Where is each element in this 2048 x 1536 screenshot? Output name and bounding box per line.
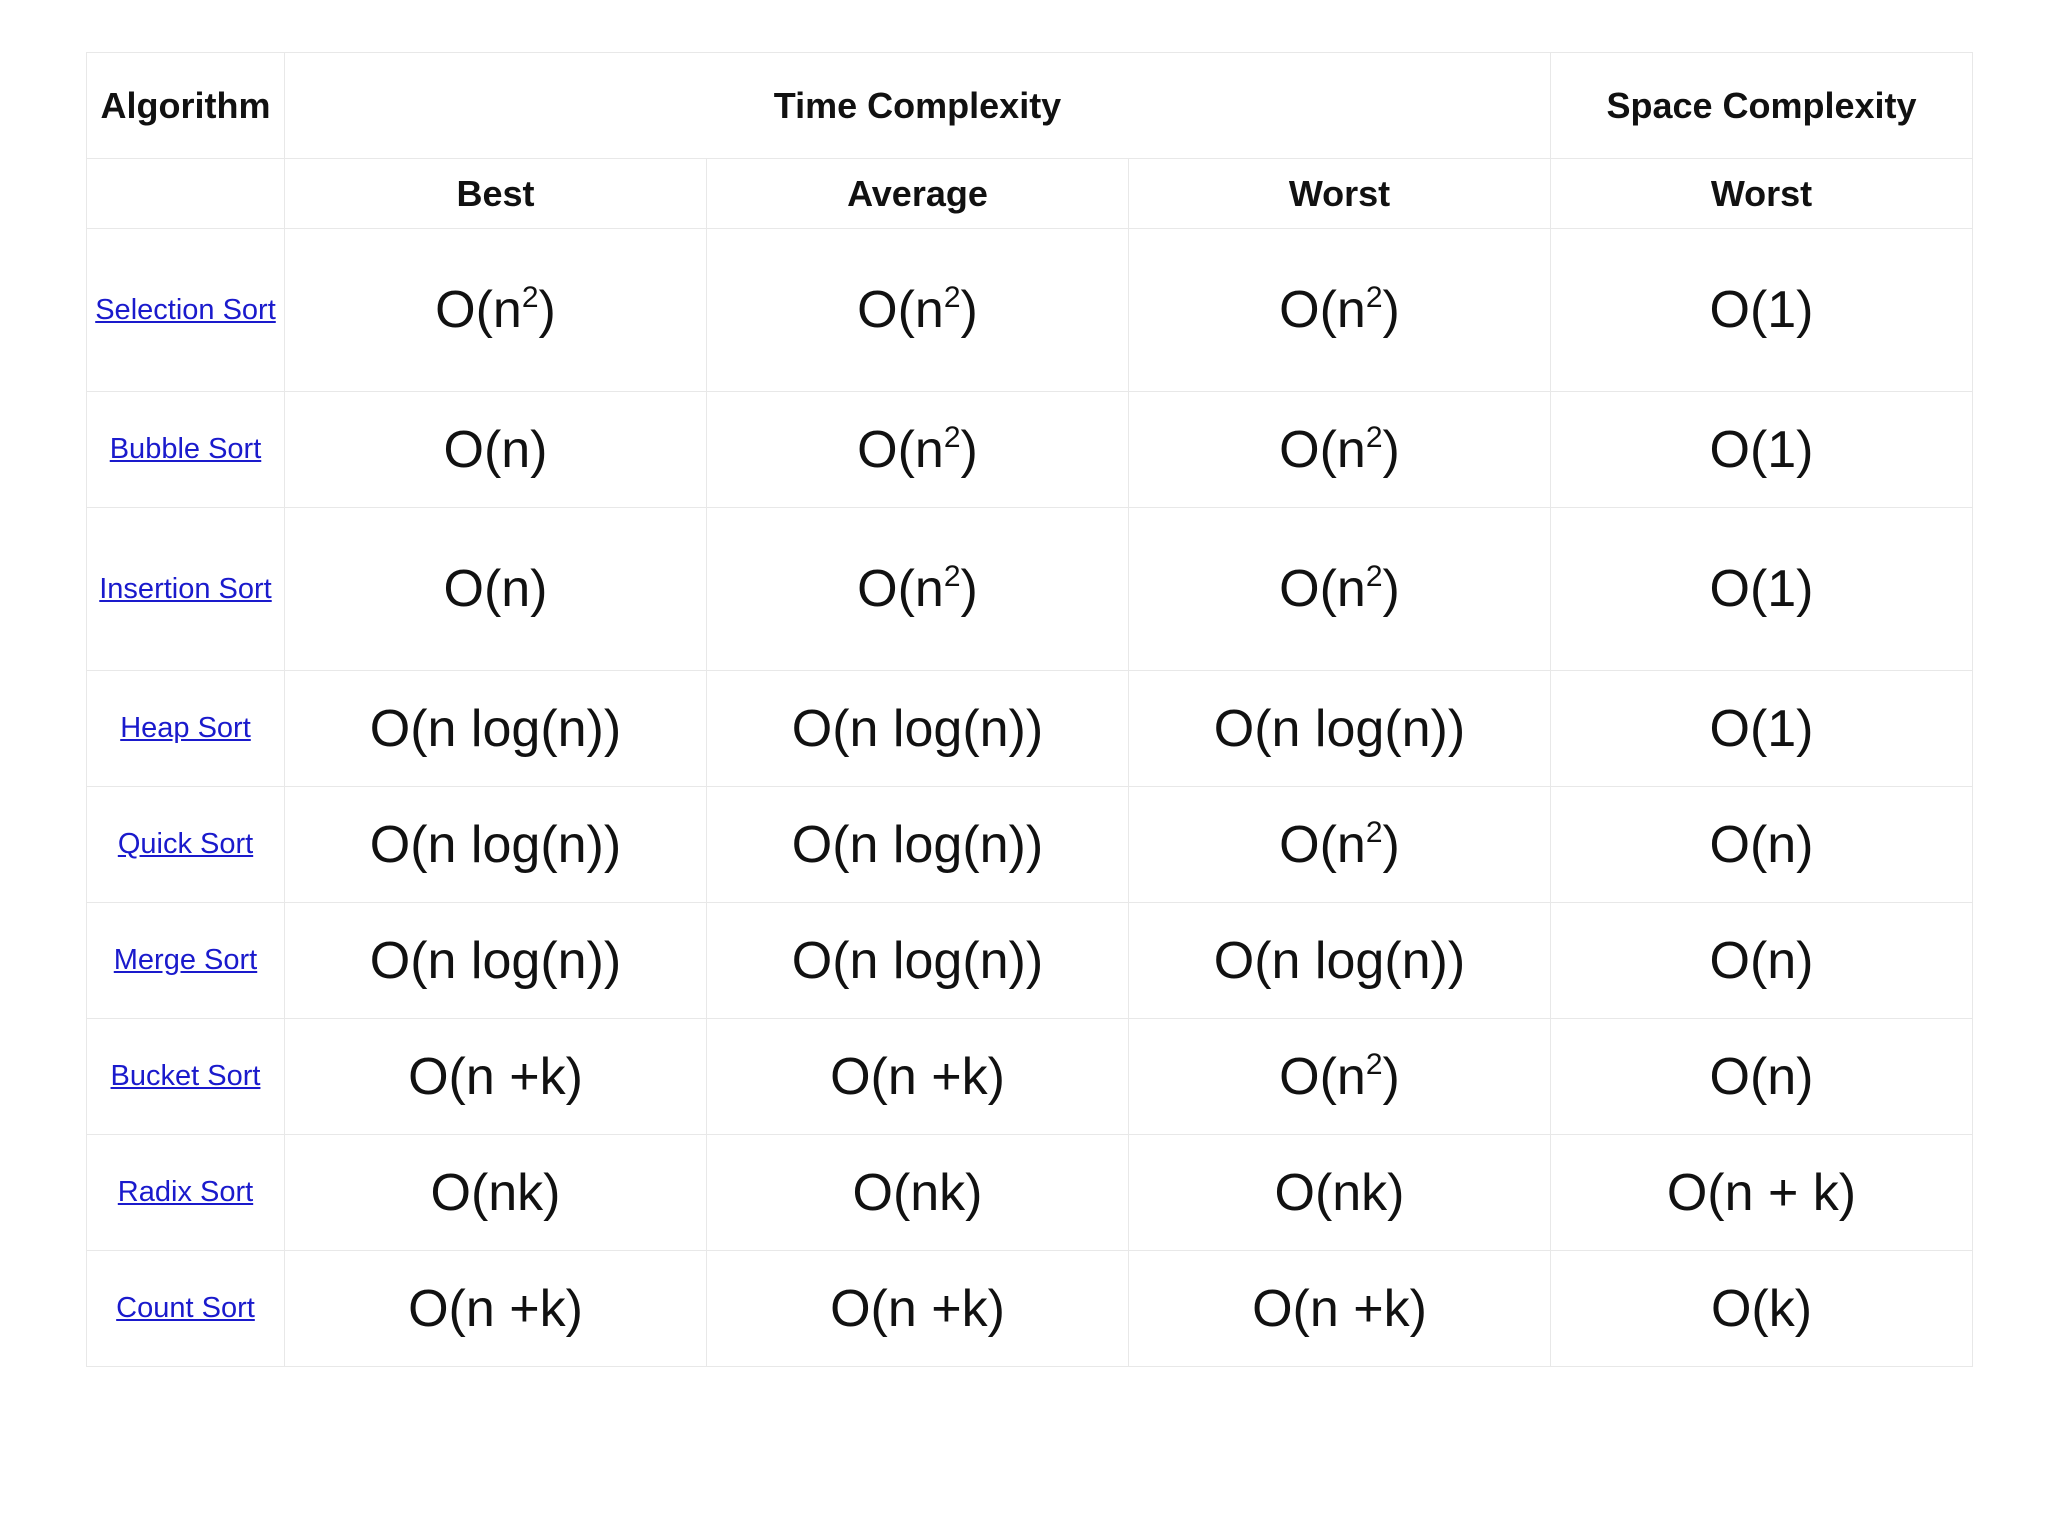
- best-case-cell: O(n log(n)): [285, 903, 707, 1019]
- algorithm-cell: [87, 1135, 285, 1251]
- header-row-main: [87, 53, 1973, 159]
- best-case-cell: O(nk): [285, 1135, 707, 1251]
- space-worst-cell: O(k): [1551, 1251, 1973, 1367]
- algorithm-cell: [87, 1251, 285, 1367]
- algorithm-link[interactable]: Heap Sort: [120, 712, 251, 744]
- header-sub-space-worst: Worst: [1551, 159, 1973, 229]
- algorithm-link[interactable]: Bubble Sort: [109, 433, 262, 465]
- algorithm-cell: [87, 787, 285, 903]
- algorithm-cell: [87, 508, 285, 671]
- space-worst-cell: O(1): [1551, 508, 1973, 671]
- header-sub-best: Best: [285, 159, 707, 229]
- space-worst-cell: O(n): [1551, 903, 1973, 1019]
- header-sub-empty: [87, 159, 285, 229]
- best-case-cell: $O(n^2)$: [285, 229, 707, 392]
- worst-case-cell: O(n log(n)): [1129, 903, 1551, 1019]
- worst-case-cell: $O(n^2)$: [1129, 229, 1551, 392]
- table-row: [87, 392, 1973, 508]
- space-worst-cell: O(n): [1551, 787, 1973, 903]
- best-case-cell: O(n): [285, 508, 707, 671]
- average-case-cell: $O(n^2)$: [707, 229, 1129, 392]
- space-worst-cell: O(1): [1551, 229, 1973, 392]
- average-case-cell: O(n log(n)): [707, 787, 1129, 903]
- average-case-cell: O(nk): [707, 1135, 1129, 1251]
- worst-case-cell: $O(n^2)$: [1129, 787, 1551, 903]
- table-row: [87, 787, 1973, 903]
- algorithm-link[interactable]: Radix Sort: [117, 1176, 254, 1208]
- sorting-complexity-table: [86, 52, 1973, 1367]
- algorithm-cell: [87, 392, 285, 508]
- worst-case-cell: O(n +k): [1129, 1251, 1551, 1367]
- worst-case-cell: $O(n^2)$: [1129, 392, 1551, 508]
- worst-case-cell: $O(n^2)$: [1129, 508, 1551, 671]
- table-row: [87, 1019, 1973, 1135]
- table-row: [87, 229, 1973, 392]
- header-space-complexity: Space Complexity: [1551, 53, 1973, 159]
- table-row: [87, 903, 1973, 1019]
- algorithm-cell: [87, 903, 285, 1019]
- algorithm-cell: [87, 671, 285, 787]
- header-sub-average: Average: [707, 159, 1129, 229]
- average-case-cell: $O(n^2)$: [707, 392, 1129, 508]
- header-sub-worst: Worst: [1129, 159, 1551, 229]
- worst-case-cell: O(n log(n)): [1129, 671, 1551, 787]
- worst-case-cell: $O(n^2)$: [1129, 1019, 1551, 1135]
- algorithm-link[interactable]: Insertion Sort: [99, 572, 272, 605]
- algorithm-cell: [87, 229, 285, 392]
- space-worst-cell: O(n): [1551, 1019, 1973, 1135]
- algorithm-link[interactable]: Merge Sort: [113, 944, 258, 976]
- header-algorithm: Algorithm: [87, 53, 285, 159]
- table-row: [87, 671, 1973, 787]
- best-case-cell: O(n log(n)): [285, 671, 707, 787]
- table-row: [87, 1135, 1973, 1251]
- algorithm-link[interactable]: Selection Sort: [95, 293, 276, 326]
- algorithm-link[interactable]: Count Sort: [116, 1292, 255, 1324]
- best-case-cell: O(n): [285, 392, 707, 508]
- space-worst-cell: O(n + k): [1551, 1135, 1973, 1251]
- table-row: [87, 1251, 1973, 1367]
- header-time-complexity: Time Complexity: [285, 53, 1551, 159]
- algorithm-link[interactable]: Bucket Sort: [110, 1060, 261, 1092]
- average-case-cell: O(n +k): [707, 1019, 1129, 1135]
- header-row-sub: [87, 159, 1973, 229]
- best-case-cell: O(n log(n)): [285, 787, 707, 903]
- algorithm-link[interactable]: Quick Sort: [117, 828, 254, 860]
- space-worst-cell: O(1): [1551, 671, 1973, 787]
- table-body: [87, 229, 1973, 1367]
- best-case-cell: O(n +k): [285, 1251, 707, 1367]
- average-case-cell: $O(n^2)$: [707, 508, 1129, 671]
- table-row: [87, 508, 1973, 671]
- average-case-cell: O(n +k): [707, 1251, 1129, 1367]
- best-case-cell: O(n +k): [285, 1019, 707, 1135]
- space-worst-cell: O(1): [1551, 392, 1973, 508]
- worst-case-cell: O(nk): [1129, 1135, 1551, 1251]
- algorithm-cell: [87, 1019, 285, 1135]
- average-case-cell: O(n log(n)): [707, 903, 1129, 1019]
- average-case-cell: O(n log(n)): [707, 671, 1129, 787]
